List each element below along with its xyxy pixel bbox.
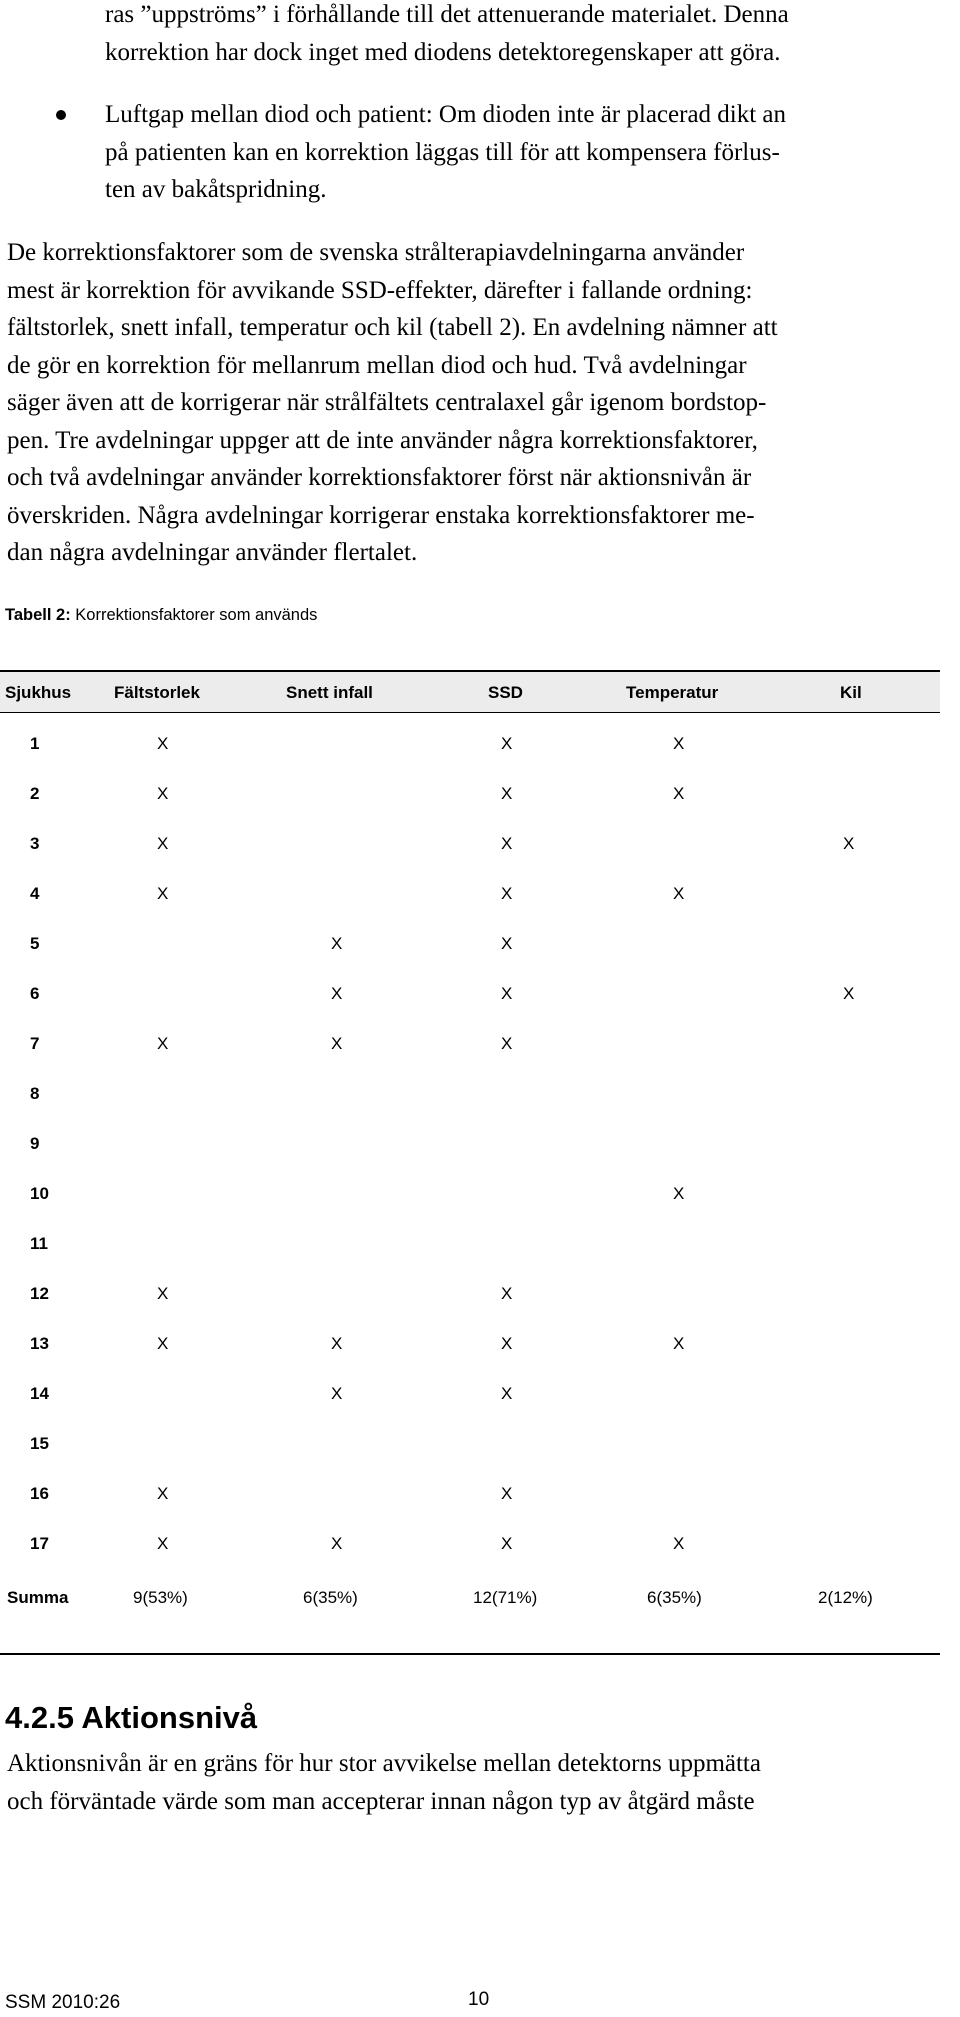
table-cell: X (157, 734, 169, 753)
column-header-faltstorlek: Fältstorlek (114, 683, 200, 702)
table-row-label: 10 (30, 1184, 49, 1203)
table-row-label: 1 (30, 734, 40, 753)
table-caption (5, 606, 317, 625)
continued-bullet-text (105, 0, 957, 71)
table-row-label: 5 (30, 934, 40, 953)
text-line: Aktionsnivån är en gräns för hur stor avvikelse mellan detektorns uppmätta (7, 1750, 761, 1777)
table-row-label: 12 (30, 1284, 49, 1303)
table-cell: X (331, 1534, 343, 1553)
table-cell: X (157, 884, 169, 903)
column-header-snett-infall: Snett infall (286, 683, 373, 702)
table-row-label: 15 (30, 1434, 49, 1453)
table-row-label: 2 (30, 784, 40, 803)
table-cell: X (673, 784, 685, 803)
table-row-label: 16 (30, 1484, 49, 1503)
body-paragraph (7, 234, 957, 572)
table-cell: X (157, 1284, 169, 1303)
column-header-kil: Kil (840, 683, 862, 702)
table-row-label: 8 (30, 1084, 40, 1103)
table-bottom-rule (0, 1653, 940, 1655)
text-line: pen. Tre avdelningar uppger att de inte använder några korrektionsfaktorer, (7, 426, 758, 454)
table-cell: X (501, 734, 513, 753)
summary-cell: 9(53%) (133, 1588, 188, 1607)
footer-document-id: SSM 2010:26 (5, 1992, 121, 2013)
table-row-label: 14 (30, 1384, 49, 1403)
table-row-label: 13 (30, 1334, 49, 1353)
text-line: fältstorlek, snett infall, temperatur och kil (tabell 2). En avdelning nämner att (7, 314, 778, 341)
table-cell: X (331, 934, 343, 953)
table-row-label: 17 (30, 1534, 49, 1553)
table-cell: X (157, 1484, 169, 1503)
text-line: ten av bakåtspridning. (105, 176, 327, 203)
summary-cell: 2(12%) (818, 1588, 873, 1607)
section-heading: 4.2.5 Aktionsnivå (5, 1700, 258, 1735)
column-header-temperatur: Temperatur (626, 683, 719, 702)
table-cell: X (157, 834, 169, 853)
table-cell: X (331, 984, 343, 1003)
table-caption-text: Korrektionsfaktorer som används (70, 606, 318, 624)
table-cell: X (331, 1334, 343, 1353)
text-line: och två avdelningar använder korrektionsfaktorer först när aktionsnivån är (7, 464, 752, 491)
text-line: Luftgap mellan diod och patient: Om dioden inte är placerad dikt an (105, 101, 787, 128)
table-cell: X (157, 1534, 169, 1553)
text-line: korrektion har dock inget med diodens detektoregenskaper att göra. (105, 38, 781, 66)
text-line: överskriden. Några avdelningar korrigerar enstaka korrektionsfaktorer me- (7, 501, 755, 529)
table-cell: X (501, 834, 513, 853)
table-cell: X (157, 1334, 169, 1353)
table-cell: X (673, 1534, 685, 1553)
table-row-label: 4 (30, 884, 40, 903)
table-cell: X (673, 1334, 685, 1353)
text-line: säger även att de korrigerar när strålfältets centralaxel går igenom bordstop- (7, 389, 767, 416)
bullet-item-luftgap (105, 96, 957, 209)
table-cell: X (501, 1534, 513, 1553)
column-header-sjukhus: Sjukhus (5, 683, 72, 702)
table-cell: X (157, 1034, 169, 1053)
table-cell: X (501, 1284, 513, 1303)
table-row-label: 11 (30, 1234, 48, 1253)
table-row-label: 3 (30, 834, 40, 853)
text-line: ras ”uppströms” i förhållande till det attenuerande materialet. Denna (105, 1, 789, 28)
table-cell: X (501, 1384, 513, 1403)
table-row-label: 6 (30, 984, 40, 1003)
text-line: dan några avdelningar använder flertalet. (7, 539, 418, 566)
bullet-icon (56, 110, 66, 120)
summary-cell: 6(35%) (647, 1588, 702, 1607)
summary-cell: 6(35%) (303, 1588, 358, 1607)
table-cell: X (331, 1384, 343, 1403)
table-cell: X (673, 1184, 685, 1203)
table-cell: X (501, 1334, 513, 1353)
section-paragraph (7, 1745, 957, 1820)
summary-cell: 12(71%) (473, 1588, 538, 1607)
table-row-label: 7 (30, 1034, 40, 1053)
table-cell: X (501, 784, 513, 803)
table-cell: X (501, 934, 513, 953)
table-cell: X (843, 984, 855, 1003)
table-cell: X (843, 834, 855, 853)
text-line: de gör en korrektion för mellanrum mellan diod och hud. Två avdelningar (7, 351, 747, 379)
table-cell: X (673, 884, 685, 903)
text-line: på patienten kan en korrektion läggas till för att kompensera förlus- (105, 138, 780, 166)
table-cell: X (331, 1034, 343, 1053)
table-cell: X (673, 734, 685, 753)
text-line: mest är korrektion för avvikande SSD-effekter, därefter i fallande ordning: (7, 276, 753, 304)
table-row-label: 9 (30, 1134, 40, 1153)
table-cell: X (501, 1484, 513, 1503)
table-cell: X (157, 784, 169, 803)
table-cell: X (501, 884, 513, 903)
table-cell: X (501, 1034, 513, 1053)
footer-page-number: 10 (468, 1989, 490, 2010)
table-cell: X (501, 984, 513, 1003)
text-line: och förväntade värde som man accepterar innan någon typ av åtgärd måste (7, 1787, 755, 1815)
table-caption-label: Tabell 2: (5, 606, 71, 624)
text-line: De korrektionsfaktorer som de svenska strålterapiavdelningarna använder (7, 239, 745, 266)
summary-row-label: Summa (7, 1588, 69, 1607)
column-header-ssd: SSD (488, 683, 523, 702)
